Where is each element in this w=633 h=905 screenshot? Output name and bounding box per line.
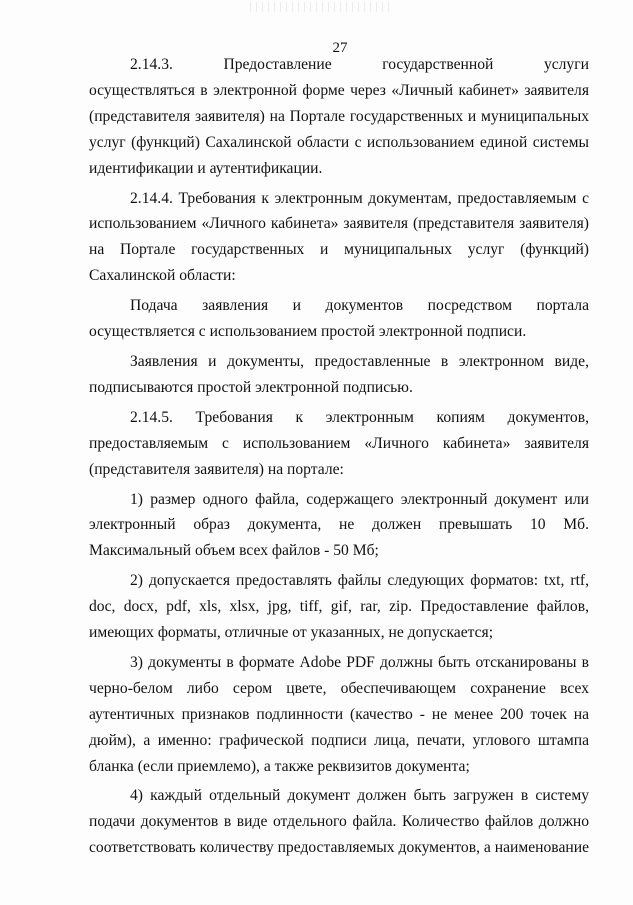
list-item-file-formats: 2) допускается предоставлять файлы следующих форматов: txt, rtf, doc, docx, pdf, xls, xlsx, jpg, tiff, gif, rar, zip. Предоставление файлов, имеющих форматы, отличные от указанных, не допускается; — [89, 572, 589, 642]
paragraph-signature-submission: Подача заявления и документов посредством портала осуществляется с использованием простой электронной подписи. — [89, 297, 589, 341]
lead-word: Требования — [195, 408, 273, 426]
paragraph-signed-documents: Заявления и документы, предоставленные в электронном виде, подписываются простой электронной подписью. — [89, 352, 589, 396]
list-item-pdf-scan: 3) документы в формате Adobe PDF должны быть отсканированы в черно-белом либо сером цвете, обеспечивающем сохранение всех аутентичных признаков подлинности (качество - не менее 200 точек на дюйм), а именно: графической подписи лица, печати, углового штампа бланка (если приемлемо), а также реквизитов документа; — [89, 653, 589, 775]
page-number: 27 — [332, 40, 348, 56]
lead-word: 2.14.3. — [130, 56, 173, 73]
paragraph-lead-line — [89, 405, 589, 431]
lead-word: 2.14.5. — [130, 408, 173, 426]
paragraph-2-14-5 — [89, 405, 589, 483]
lead-word: документов, — [507, 408, 589, 426]
paragraph-text: предоставляемым с использованием «Личного кабинета» заявителя (представителя заявителя) на портале: — [89, 434, 589, 478]
lead-word: электронным — [325, 408, 414, 426]
lead-word: к — [295, 408, 304, 426]
lead-word: государственной — [382, 56, 494, 73]
paragraph-2-14-4: 2.14.4. Требования к электронным документам, предоставляемым с использованием «Личного кабинета» заявителя (представителя заявителя) на Портале государственных и муниципальных услуг (функций) Сахалинской области: — [89, 189, 589, 285]
scan-artifact — [250, 2, 390, 12]
paragraph-lead-line — [89, 52, 589, 78]
lead-word: Предоставление — [223, 56, 332, 73]
paragraph-text: осуществляться в электронной форме через «Личный кабинет» заявителя (представителя заявителя) на Портале государственных и муниципальных услуг (функций) Сахалинской области с использованием единой системы идентификации и аутентификации. — [89, 81, 589, 177]
lead-word: копиям — [436, 408, 485, 426]
lead-word: услуги — [543, 56, 589, 73]
paragraph-2-14-3 — [89, 52, 589, 182]
list-item-file-size: 1) размер одного файла, содержащего электронный документ или электронный образ документа, не должен превышать 10 Мб. Максимальный объем всех файлов - 50 Мб; — [89, 490, 589, 560]
document-body — [89, 52, 589, 861]
list-item-separate-files: 4) каждый отдельный документ должен быть загружен в систему подачи документов в виде отдельного файла. Количество файлов должно соответствовать количеству предоставляемых документов, а наименование — [89, 787, 589, 857]
